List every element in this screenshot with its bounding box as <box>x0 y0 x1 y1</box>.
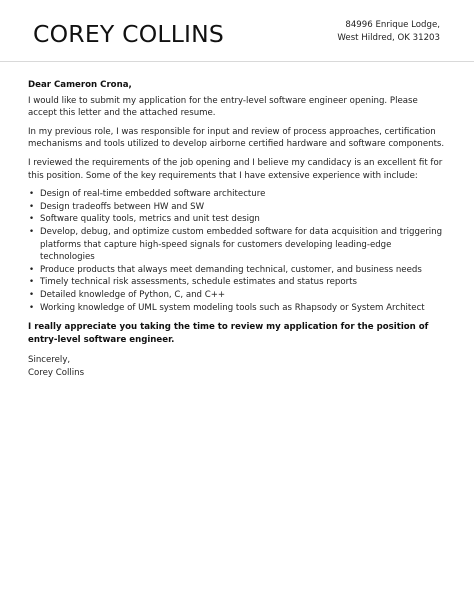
signoff: Sincerely, <box>28 355 71 366</box>
salutation: Dear Cameron Crona, <box>28 80 132 90</box>
bullet-icon: • <box>29 302 35 313</box>
list-item <box>28 213 448 226</box>
requirements-paragraph: I reviewed the requirements of the job opening and I believe my candidacy is an excellent fit for this position. Some of the key requirements that I have extensive experience with include: <box>28 157 443 181</box>
list-item-text: Design tradeoffs between HW and SW <box>40 201 205 212</box>
list-item <box>28 201 448 214</box>
address-line-2: West Hildred, OK 31203 <box>337 33 440 43</box>
signature: Corey Collins <box>28 367 85 378</box>
letter-body <box>28 79 448 379</box>
closing-statement: I really appreciate you taking the time to review my application for the position of entry-level software engineer. <box>28 322 429 345</box>
list-item-text: Working knowledge of UML system modeling tools such as Rhapsody or System Architect <box>40 302 425 313</box>
list-item <box>28 289 448 302</box>
letter-header <box>0 0 474 60</box>
list-item-text: Software quality tools, metrics and unit test design <box>40 214 260 225</box>
bullet-icon: • <box>29 277 35 288</box>
applicant-name: COREY COLLINS <box>33 20 225 48</box>
bullet-icon: • <box>29 189 35 200</box>
bullet-icon: • <box>29 214 35 225</box>
requirements-list <box>28 188 448 314</box>
list-item <box>28 302 448 315</box>
list-item-text: Design of real-time embedded software architecture <box>40 189 266 200</box>
list-item-text: Produce products that always meet demanding technical, customer, and business needs <box>40 264 422 275</box>
list-item-text: Develop, debug, and optimize custom embedded software for data acquisition and triggering platforms that capture high-speed signals for customers developing leading-edge technologies <box>40 226 443 263</box>
list-item-text: Detailed knowledge of Python, C, and C++ <box>40 289 226 300</box>
bullet-icon: • <box>29 226 35 237</box>
bullet-icon: • <box>29 201 35 212</box>
list-item-text: Timely technical risk assessments, schedule estimates and status reports <box>40 277 358 288</box>
list-item <box>28 276 448 289</box>
list-item <box>28 264 448 277</box>
applicant-address <box>337 19 440 45</box>
experience-paragraph: In my previous role, I was responsible for input and review of process approaches, certification mechanisms and tools utilized to develop airborne certified hardware and software components. <box>28 126 445 150</box>
list-item <box>28 226 448 264</box>
address-line-1: 84996 Enrique Lodge, <box>345 20 440 30</box>
bullet-icon: • <box>29 289 35 300</box>
header-divider <box>0 61 474 62</box>
bullet-icon: • <box>29 264 35 275</box>
list-item <box>28 188 448 201</box>
intro-paragraph: I would like to submit my application for the entry-level software engineer opening. Please accept this letter and the attached resume. <box>28 95 418 119</box>
